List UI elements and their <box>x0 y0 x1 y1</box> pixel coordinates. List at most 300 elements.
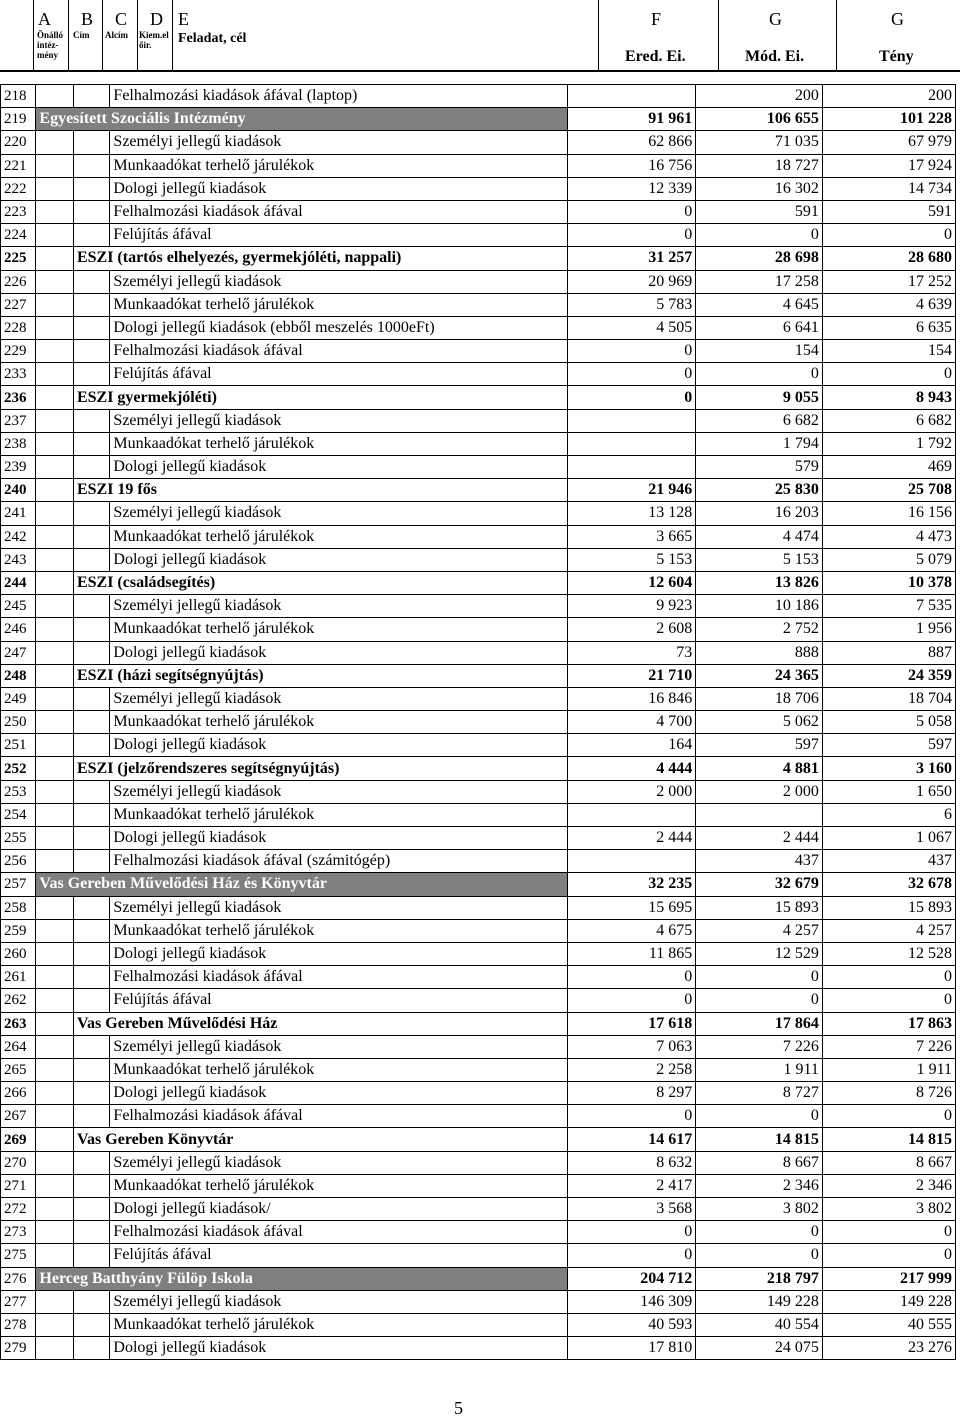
indent-cell <box>73 942 109 965</box>
ered-ei-cell: 0 <box>567 1105 696 1128</box>
indent-cell <box>73 641 109 664</box>
row-number-cell: 276 <box>1 1267 36 1290</box>
indent-cell <box>73 293 109 316</box>
teny-cell: 597 <box>822 734 955 757</box>
indent-cell <box>36 1244 74 1267</box>
teny-cell: 0 <box>822 966 955 989</box>
col-d-sub: Kiem.el őir. <box>139 30 169 50</box>
indent-cell <box>36 154 74 177</box>
table-row <box>1 1174 956 1197</box>
table-row <box>1 641 956 664</box>
row-number-cell: 267 <box>1 1105 36 1128</box>
ered-ei-cell: 8 297 <box>567 1082 696 1105</box>
indent-cell <box>36 618 74 641</box>
teny-cell: 18 704 <box>822 687 955 710</box>
row-number-cell: 278 <box>1 1313 36 1336</box>
indent-cell <box>36 548 74 571</box>
indent-cell <box>73 896 109 919</box>
mod-ei-cell: 0 <box>696 363 823 386</box>
indent-cell <box>73 966 109 989</box>
indent-cell <box>36 664 74 687</box>
table-row <box>1 316 956 339</box>
row-label-cell: Felújítás áfával <box>110 989 567 1012</box>
indent-cell <box>36 1151 74 1174</box>
teny-cell: 3 802 <box>822 1198 955 1221</box>
column-header-band <box>0 0 960 72</box>
indent-cell <box>36 1082 74 1105</box>
indent-cell <box>73 131 109 154</box>
indent-cell <box>73 1174 109 1197</box>
row-number-cell: 242 <box>1 525 36 548</box>
col-h-sub: Tény <box>879 48 914 65</box>
table-row <box>1 200 956 223</box>
row-label-cell: Dologi jellegű kiadások <box>110 734 567 757</box>
teny-cell: 1 911 <box>822 1058 955 1081</box>
col-d-letter: D <box>150 9 163 29</box>
row-label-cell: Személyi jellegű kiadások <box>110 131 567 154</box>
teny-cell: 8 726 <box>822 1082 955 1105</box>
row-number-cell: 238 <box>1 432 36 455</box>
mod-ei-cell: 12 529 <box>696 942 823 965</box>
mod-ei-cell: 5 153 <box>696 548 823 571</box>
col-c-sub: Alcím <box>105 30 128 40</box>
row-label-cell: Személyi jellegű kiadások <box>110 595 567 618</box>
ered-ei-cell: 31 257 <box>567 247 696 270</box>
mod-ei-cell: 16 302 <box>696 177 823 200</box>
row-label-cell: Személyi jellegű kiadások <box>110 1151 567 1174</box>
indent-cell <box>73 270 109 293</box>
row-label-cell: Munkaadókat terhelő járulékok <box>110 1313 567 1336</box>
ered-ei-cell: 16 846 <box>567 687 696 710</box>
indent-cell <box>36 1221 74 1244</box>
indent-cell <box>36 502 74 525</box>
mod-ei-cell: 24 365 <box>696 664 823 687</box>
row-number-cell: 250 <box>1 711 36 734</box>
col-a-header <box>33 0 68 70</box>
indent-cell <box>73 548 109 571</box>
col-f-header <box>598 0 718 70</box>
row-number-cell: 244 <box>1 571 36 594</box>
row-number-cell: 264 <box>1 1035 36 1058</box>
row-label-cell: Munkaadókat terhelő járulékok <box>110 919 567 942</box>
row-label-cell: Felhalmozási kiadások áfával <box>110 200 567 223</box>
row-label-cell: ESZI gyermekjóléti) <box>73 386 567 409</box>
indent-cell <box>73 200 109 223</box>
row-number-cell: 248 <box>1 664 36 687</box>
row-number-cell: 265 <box>1 1058 36 1081</box>
table-row <box>1 1082 956 1105</box>
row-number-cell: 261 <box>1 966 36 989</box>
ered-ei-cell: 0 <box>567 386 696 409</box>
table-row <box>1 1105 956 1128</box>
table-row <box>1 1267 956 1290</box>
indent-cell <box>73 827 109 850</box>
ered-ei-cell: 0 <box>567 966 696 989</box>
table-row <box>1 456 956 479</box>
indent-cell <box>36 224 74 247</box>
row-label-cell: Dologi jellegű kiadások (ebből meszelés 1000eFt) <box>110 316 567 339</box>
row-label-cell: Egyesített Szociális Intézmény <box>36 108 567 131</box>
ered-ei-cell: 2 258 <box>567 1058 696 1081</box>
teny-cell: 17 252 <box>822 270 955 293</box>
mod-ei-cell: 17 864 <box>696 1012 823 1035</box>
table-row <box>1 757 956 780</box>
mod-ei-cell: 5 062 <box>696 711 823 734</box>
indent-cell <box>36 200 74 223</box>
indent-cell <box>36 571 74 594</box>
col-b-header <box>68 0 102 70</box>
teny-cell: 0 <box>822 1221 955 1244</box>
table-row <box>1 409 956 432</box>
ered-ei-cell: 9 923 <box>567 595 696 618</box>
mod-ei-cell: 4 881 <box>696 757 823 780</box>
teny-cell: 17 863 <box>822 1012 955 1035</box>
row-number-cell: 218 <box>1 85 36 108</box>
table-row <box>1 989 956 1012</box>
indent-cell <box>36 1058 74 1081</box>
table-row <box>1 131 956 154</box>
ered-ei-cell: 2 608 <box>567 618 696 641</box>
row-label-cell: Felhalmozási kiadások áfával (laptop) <box>110 85 567 108</box>
mod-ei-cell: 24 075 <box>696 1337 823 1360</box>
mod-ei-cell: 154 <box>696 340 823 363</box>
table-row <box>1 1221 956 1244</box>
mod-ei-cell: 6 641 <box>696 316 823 339</box>
mod-ei-cell: 200 <box>696 85 823 108</box>
row-label-cell: Herceg Batthyány Fülöp Iskola <box>36 1267 567 1290</box>
indent-cell <box>73 432 109 455</box>
ered-ei-cell: 11 865 <box>567 942 696 965</box>
mod-ei-cell: 2 346 <box>696 1174 823 1197</box>
ered-ei-cell: 20 969 <box>567 270 696 293</box>
row-number-cell: 228 <box>1 316 36 339</box>
mod-ei-cell: 579 <box>696 456 823 479</box>
ered-ei-cell: 12 604 <box>567 571 696 594</box>
table-row <box>1 711 956 734</box>
mod-ei-cell: 1 911 <box>696 1058 823 1081</box>
mod-ei-cell: 15 893 <box>696 896 823 919</box>
indent-cell <box>73 340 109 363</box>
mod-ei-cell: 597 <box>696 734 823 757</box>
indent-cell <box>36 1313 74 1336</box>
indent-cell <box>36 1198 74 1221</box>
mod-ei-cell: 0 <box>696 1221 823 1244</box>
row-label-cell: Felhalmozási kiadások áfával <box>110 966 567 989</box>
table-row <box>1 780 956 803</box>
indent-cell <box>36 711 74 734</box>
row-label-cell: Dologi jellegű kiadások <box>110 1082 567 1105</box>
ered-ei-cell: 13 128 <box>567 502 696 525</box>
indent-cell <box>36 131 74 154</box>
row-label-cell: Vas Gereben Könyvtár <box>73 1128 567 1151</box>
teny-cell: 14 815 <box>822 1128 955 1151</box>
teny-cell: 4 473 <box>822 525 955 548</box>
row-number-cell: 266 <box>1 1082 36 1105</box>
indent-cell <box>73 224 109 247</box>
mod-ei-cell: 888 <box>696 641 823 664</box>
teny-cell: 4 639 <box>822 293 955 316</box>
ered-ei-cell: 3 568 <box>567 1198 696 1221</box>
table-row <box>1 85 956 108</box>
ered-ei-cell <box>567 456 696 479</box>
indent-cell <box>73 1337 109 1360</box>
row-label-cell: Munkaadókat terhelő járulékok <box>110 1174 567 1197</box>
col-c-header <box>102 0 137 70</box>
indent-cell <box>73 502 109 525</box>
indent-cell <box>73 456 109 479</box>
row-number-cell: 249 <box>1 687 36 710</box>
mod-ei-cell: 591 <box>696 200 823 223</box>
teny-cell: 15 893 <box>822 896 955 919</box>
row-label-cell: ESZI (családsegítés) <box>73 571 567 594</box>
ered-ei-cell: 8 632 <box>567 1151 696 1174</box>
indent-cell <box>73 316 109 339</box>
row-label-cell: Dologi jellegű kiadások <box>110 641 567 664</box>
mod-ei-cell: 0 <box>696 989 823 1012</box>
mod-ei-cell: 16 203 <box>696 502 823 525</box>
teny-cell: 1 067 <box>822 827 955 850</box>
row-number-cell: 260 <box>1 942 36 965</box>
teny-cell: 217 999 <box>822 1267 955 1290</box>
mod-ei-cell: 3 802 <box>696 1198 823 1221</box>
row-label-cell: Személyi jellegű kiadások <box>110 409 567 432</box>
indent-cell <box>36 595 74 618</box>
ered-ei-cell: 16 756 <box>567 154 696 177</box>
col-a-letter: A <box>38 9 51 29</box>
row-number-cell: 239 <box>1 456 36 479</box>
table-row <box>1 1290 956 1313</box>
mod-ei-cell: 8 667 <box>696 1151 823 1174</box>
row-label-cell: Felhalmozási kiadások áfával <box>110 1221 567 1244</box>
col-h-letter: G <box>891 9 904 29</box>
teny-cell: 8 667 <box>822 1151 955 1174</box>
indent-cell <box>36 177 74 200</box>
table-row <box>1 571 956 594</box>
teny-cell: 0 <box>822 1244 955 1267</box>
teny-cell: 2 346 <box>822 1174 955 1197</box>
indent-cell <box>36 432 74 455</box>
ered-ei-cell: 0 <box>567 340 696 363</box>
row-label-cell: Felhalmozási kiadások áfával <box>110 340 567 363</box>
table-row <box>1 1151 956 1174</box>
row-label-cell: Munkaadókat terhelő járulékok <box>110 525 567 548</box>
mod-ei-cell <box>696 803 823 826</box>
col-e-sub: Feladat, cél <box>178 31 247 46</box>
indent-cell <box>36 687 74 710</box>
row-label-cell: Munkaadókat terhelő járulékok <box>110 803 567 826</box>
indent-cell <box>36 734 74 757</box>
table-row <box>1 850 956 873</box>
teny-cell: 8 943 <box>822 386 955 409</box>
mod-ei-cell: 4 474 <box>696 525 823 548</box>
row-number-cell: 259 <box>1 919 36 942</box>
ered-ei-cell: 2 417 <box>567 1174 696 1197</box>
mod-ei-cell: 40 554 <box>696 1313 823 1336</box>
indent-cell <box>73 1198 109 1221</box>
row-label-cell: Személyi jellegű kiadások <box>110 1290 567 1313</box>
indent-cell <box>36 1337 74 1360</box>
indent-cell <box>36 386 74 409</box>
indent-cell <box>36 1035 74 1058</box>
col-e-header <box>172 0 598 70</box>
col-a-sub: Önálló intéz-mény <box>37 30 64 60</box>
row-number-cell: 271 <box>1 1174 36 1197</box>
teny-cell: 0 <box>822 989 955 1012</box>
ered-ei-cell: 0 <box>567 200 696 223</box>
row-label-cell: Munkaadókat terhelő járulékok <box>110 293 567 316</box>
row-number-cell: 219 <box>1 108 36 131</box>
table-row <box>1 873 956 896</box>
teny-cell: 7 226 <box>822 1035 955 1058</box>
indent-cell <box>36 1290 74 1313</box>
row-label-cell: Munkaadókat terhelő járulékok <box>110 711 567 734</box>
table-row <box>1 525 956 548</box>
ered-ei-cell: 14 617 <box>567 1128 696 1151</box>
mod-ei-cell: 25 830 <box>696 479 823 502</box>
row-number-cell: 233 <box>1 363 36 386</box>
teny-cell: 6 <box>822 803 955 826</box>
ered-ei-cell: 40 593 <box>567 1313 696 1336</box>
table-row <box>1 664 956 687</box>
indent-cell <box>36 1012 74 1035</box>
row-label-cell: Munkaadókat terhelő járulékok <box>110 432 567 455</box>
table-row <box>1 942 956 965</box>
teny-cell: 5 079 <box>822 548 955 571</box>
indent-cell <box>36 942 74 965</box>
row-label-cell: Vas Gereben Művelődési Ház <box>73 1012 567 1035</box>
row-label-cell: Felújítás áfával <box>110 1244 567 1267</box>
table-row <box>1 293 956 316</box>
mod-ei-cell: 2 000 <box>696 780 823 803</box>
table-row <box>1 154 956 177</box>
mod-ei-cell: 17 258 <box>696 270 823 293</box>
indent-cell <box>73 687 109 710</box>
row-number-cell: 252 <box>1 757 36 780</box>
table-row <box>1 270 956 293</box>
indent-cell <box>36 270 74 293</box>
row-label-cell: Személyi jellegű kiadások <box>110 270 567 293</box>
ered-ei-cell: 204 712 <box>567 1267 696 1290</box>
row-number-cell: 247 <box>1 641 36 664</box>
teny-cell: 200 <box>822 85 955 108</box>
teny-cell: 3 160 <box>822 757 955 780</box>
table-row <box>1 548 956 571</box>
col-c-letter: C <box>115 9 128 29</box>
table-row <box>1 595 956 618</box>
indent-cell <box>73 177 109 200</box>
row-number-cell: 224 <box>1 224 36 247</box>
indent-cell <box>36 1174 74 1197</box>
row-number-cell: 251 <box>1 734 36 757</box>
row-label-cell: ESZI 19 fős <box>73 479 567 502</box>
ered-ei-cell: 17 810 <box>567 1337 696 1360</box>
ered-ei-cell: 0 <box>567 989 696 1012</box>
row-number-cell: 275 <box>1 1244 36 1267</box>
table-row <box>1 340 956 363</box>
mod-ei-cell: 8 727 <box>696 1082 823 1105</box>
mod-ei-cell: 9 055 <box>696 386 823 409</box>
mod-ei-cell: 2 752 <box>696 618 823 641</box>
col-f-sub: Ered. Ei. <box>625 48 686 65</box>
row-number-cell: 237 <box>1 409 36 432</box>
ered-ei-cell: 2 000 <box>567 780 696 803</box>
ered-ei-cell: 21 710 <box>567 664 696 687</box>
indent-cell <box>73 1313 109 1336</box>
row-label-cell: Dologi jellegű kiadások <box>110 942 567 965</box>
mod-ei-cell: 14 815 <box>696 1128 823 1151</box>
indent-cell <box>36 293 74 316</box>
ered-ei-cell: 0 <box>567 1244 696 1267</box>
row-label-cell: Dologi jellegű kiadások <box>110 456 567 479</box>
indent-cell <box>36 803 74 826</box>
indent-cell <box>36 247 74 270</box>
mod-ei-cell: 32 679 <box>696 873 823 896</box>
row-number-cell: 243 <box>1 548 36 571</box>
teny-cell: 887 <box>822 641 955 664</box>
page-number: 5 <box>454 1398 463 1418</box>
indent-cell <box>36 780 74 803</box>
teny-cell: 0 <box>822 363 955 386</box>
row-label-cell: Felhalmozási kiadások áfával (számitógép) <box>110 850 567 873</box>
row-label-cell: Dologi jellegű kiadások <box>110 1337 567 1360</box>
indent-cell <box>73 85 109 108</box>
indent-cell <box>73 595 109 618</box>
ered-ei-cell: 4 444 <box>567 757 696 780</box>
ered-ei-cell: 0 <box>567 363 696 386</box>
row-number-cell: 246 <box>1 618 36 641</box>
teny-cell: 25 708 <box>822 479 955 502</box>
row-number-cell: 226 <box>1 270 36 293</box>
row-label-cell: Személyi jellegű kiadások <box>110 502 567 525</box>
table-row <box>1 827 956 850</box>
row-number-cell: 273 <box>1 1221 36 1244</box>
ered-ei-cell <box>567 409 696 432</box>
table-row <box>1 479 956 502</box>
teny-cell: 4 257 <box>822 919 955 942</box>
teny-cell: 32 678 <box>822 873 955 896</box>
row-label-cell: Munkaadókat terhelő járulékok <box>110 154 567 177</box>
row-number-cell: 263 <box>1 1012 36 1035</box>
teny-cell: 154 <box>822 340 955 363</box>
table-row <box>1 224 956 247</box>
teny-cell: 0 <box>822 1105 955 1128</box>
col-g-letter: G <box>769 9 782 29</box>
ered-ei-cell: 91 961 <box>567 108 696 131</box>
indent-cell <box>73 850 109 873</box>
row-number-cell: 229 <box>1 340 36 363</box>
teny-cell: 10 378 <box>822 571 955 594</box>
table-row <box>1 1337 956 1360</box>
indent-cell <box>73 1105 109 1128</box>
ered-ei-cell: 7 063 <box>567 1035 696 1058</box>
table-row <box>1 966 956 989</box>
mod-ei-cell: 0 <box>696 224 823 247</box>
row-number-cell: 254 <box>1 803 36 826</box>
row-label-cell: ESZI (jelzőrendszeres segítségnyújtás) <box>73 757 567 780</box>
row-number-cell: 269 <box>1 1128 36 1151</box>
row-number-cell: 222 <box>1 177 36 200</box>
budget-table-body <box>1 85 956 1360</box>
row-label-cell: Felhalmozási kiadások áfával <box>110 1105 567 1128</box>
teny-cell: 1 792 <box>822 432 955 455</box>
row-label-cell: Személyi jellegű kiadások <box>110 896 567 919</box>
teny-cell: 1 956 <box>822 618 955 641</box>
ered-ei-cell: 5 783 <box>567 293 696 316</box>
indent-cell <box>36 456 74 479</box>
table-row <box>1 386 956 409</box>
mod-ei-cell: 4 257 <box>696 919 823 942</box>
indent-cell <box>73 711 109 734</box>
